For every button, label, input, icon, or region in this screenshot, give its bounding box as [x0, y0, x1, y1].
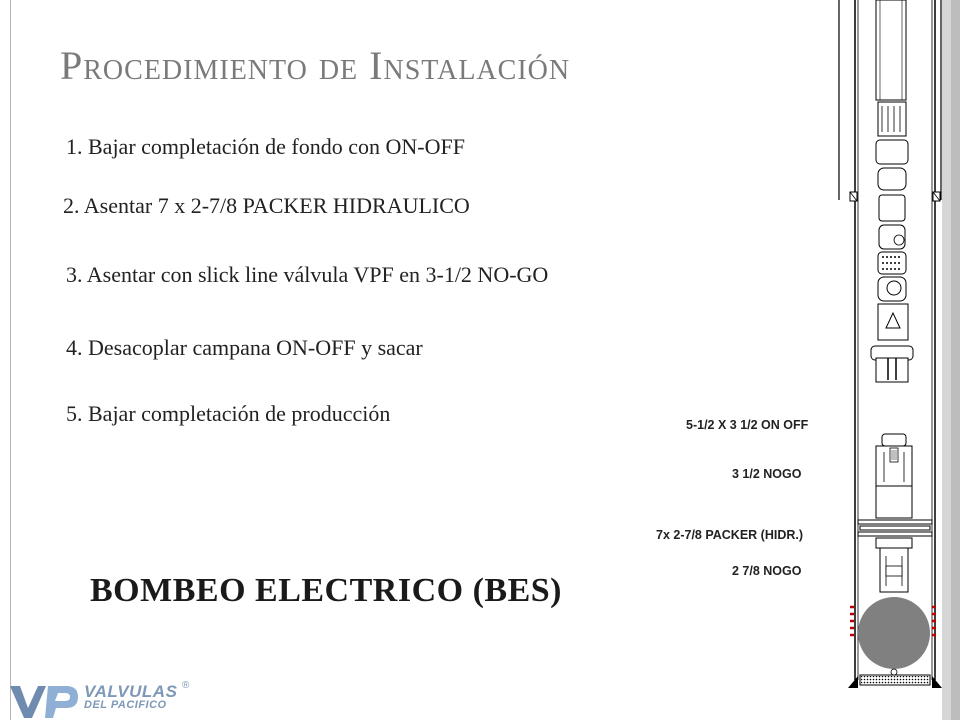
step-2: 2. Asentar 7 x 2-7/8 PACKER HIDRAULICO [63, 193, 470, 218]
step-1: 1. Bajar completación de fondo con ON-OFF [66, 134, 465, 159]
logo-text-del-pacifico: DEL PACIFICO [84, 699, 167, 711]
headline-bes: BOMBEO ELECTRICO (BES) [90, 572, 562, 609]
vp-logo-mark-icon [8, 680, 80, 720]
label-packer: 7x 2-7/8 PACKER (HIDR.) [656, 528, 804, 542]
left-border-line [10, 0, 11, 720]
label-2-7-8-nogo: 2 7/8 NOGO [732, 564, 802, 578]
logo-text-valvulas: VALVULAS [84, 682, 178, 701]
step-4: 4. Desacoplar campana ON-OFF y sacar [66, 335, 423, 360]
step-3: 3. Asentar con slick line válvula VPF en 3-1/2 NO-GO [66, 262, 549, 287]
label-3-1-2-nogo: 3 1/2 NOGO [732, 467, 802, 481]
step-5: 5. Bajar completación de producción [66, 401, 391, 426]
right-border-band-dark [951, 0, 960, 720]
registered-mark: ® [182, 680, 190, 691]
slide-title: Procedimiento de Instalación [60, 43, 571, 88]
company-logo [8, 676, 218, 720]
wellbore-diagram [836, 0, 946, 720]
label-on-off: 5-1/2 X 3 1/2 ON OFF [686, 418, 809, 432]
